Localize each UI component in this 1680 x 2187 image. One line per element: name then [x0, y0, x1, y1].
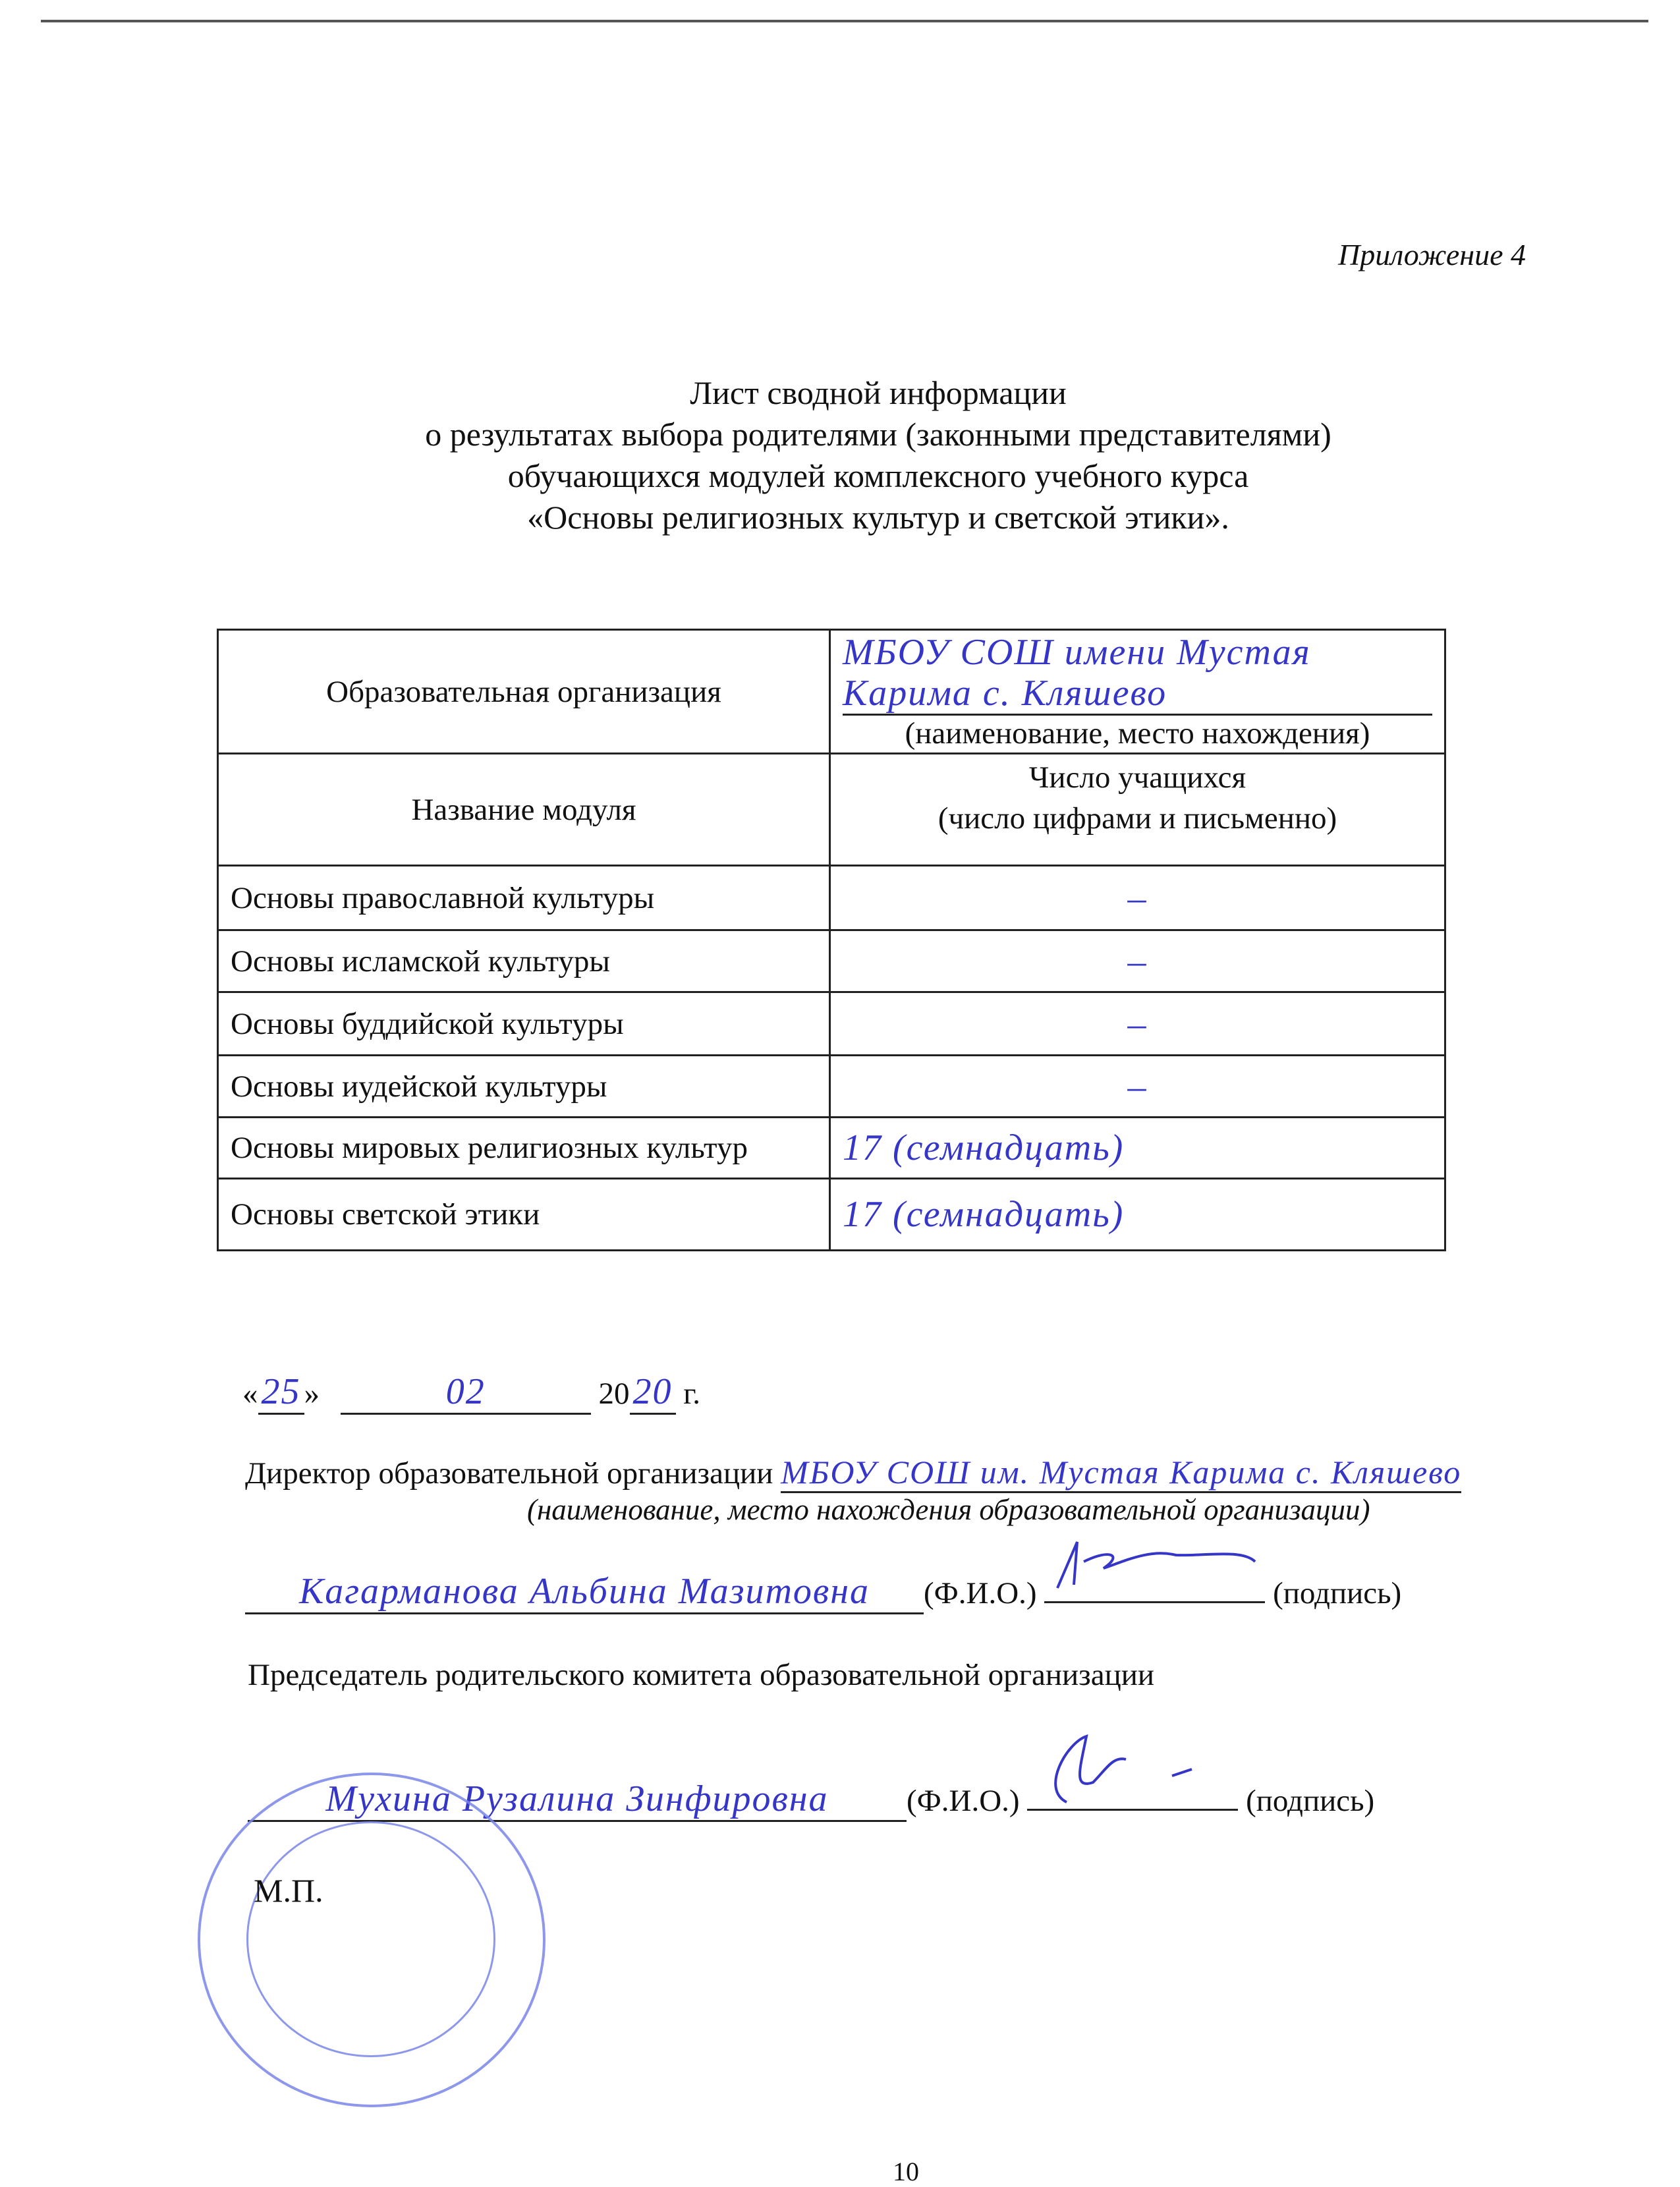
org-value-line: Карима с. Кляшево	[843, 673, 1432, 716]
year-unit: г.	[683, 1377, 700, 1411]
director-name: Кагарманова Альбина Мазитовна	[245, 1570, 924, 1614]
signature-label: (подпись)	[1273, 1576, 1402, 1610]
page-number: 10	[893, 2157, 919, 2186]
student-count: –	[830, 1056, 1445, 1118]
module-name: Основы исламской культуры	[218, 930, 830, 992]
director-signature	[1044, 1568, 1265, 1603]
table-row	[218, 1056, 1445, 1118]
student-count: –	[830, 930, 1445, 992]
org-cell	[830, 630, 1445, 754]
org-value-line: МБОУ СОШ имени Мустая	[843, 632, 1311, 673]
director-fio-line	[245, 1568, 1401, 1614]
org-label: Образовательная организация	[218, 630, 830, 754]
module-name: Основы мировых религиозных культур	[218, 1118, 830, 1179]
student-count: 17 (семнадцать)	[830, 1179, 1445, 1251]
director-line	[245, 1453, 1461, 1493]
column-header-count-line: (число цифрами и письменно)	[938, 801, 1337, 836]
title-line: обучающихся модулей комплексного учебного курса	[507, 457, 1249, 494]
table-row	[218, 992, 1445, 1056]
signature-icon	[1044, 1535, 1265, 1595]
student-count: 17 (семнадцать)	[830, 1118, 1445, 1179]
top-rule	[41, 20, 1648, 22]
student-count: –	[830, 992, 1445, 1056]
table-row-org	[218, 630, 1445, 754]
date-line	[242, 1371, 700, 1415]
table-header-row	[218, 754, 1445, 866]
student-count: –	[830, 866, 1445, 930]
modules-table	[217, 629, 1446, 1251]
module-name: Основы светской этики	[218, 1179, 830, 1251]
table-row	[218, 866, 1445, 930]
date-month: 02	[341, 1371, 591, 1415]
title-line: о результатах выбора родителями (законными представителями)	[425, 416, 1331, 453]
official-stamp	[198, 1773, 546, 2107]
module-name: Основы иудейской культуры	[218, 1056, 830, 1118]
fio-label: (Ф.И.О.)	[907, 1784, 1020, 1818]
quote-close: »	[304, 1377, 320, 1411]
column-header-count	[830, 754, 1445, 866]
chairman-signature	[1027, 1776, 1238, 1811]
stamp-place-label: М.П.	[254, 1872, 323, 1909]
column-header-module: Название модуля	[218, 754, 830, 866]
signature-icon	[1027, 1730, 1238, 1809]
fio-label: (Ф.И.О.)	[924, 1576, 1037, 1610]
column-header-count-line: Число учащихся	[1028, 760, 1246, 795]
module-name: Основы буддийской культуры	[218, 992, 830, 1056]
signature-label: (подпись)	[1246, 1784, 1375, 1818]
stamp-inner-ring	[246, 1821, 495, 2057]
document-title	[0, 372, 1680, 538]
year-prefix: 20	[598, 1377, 630, 1411]
table-row	[218, 930, 1445, 992]
chairman-label: Председатель родительского комитета образовательной организации	[248, 1658, 1155, 1692]
module-name: Основы православной культуры	[218, 866, 830, 930]
title-line: «Основы религиозных культур и светской этики».	[527, 499, 1229, 536]
director-label: Директор образовательной организации	[245, 1456, 773, 1491]
quote-open: «	[242, 1377, 258, 1411]
table-row	[218, 1118, 1445, 1179]
appendix-label: Приложение 4	[1337, 238, 1526, 271]
date-day: 25	[258, 1371, 304, 1415]
director-org-value: МБОУ СОШ им. Мустая Карима с. Кляшево	[781, 1453, 1461, 1493]
director-org-caption: (наименование, место нахождения образовательной организации)	[527, 1493, 1370, 1526]
date-year: 20	[630, 1371, 676, 1415]
chairman-name: Мухина Рузалина Зинфировна	[248, 1778, 907, 1822]
org-caption: (наименование, место нахождения)	[905, 716, 1370, 751]
title-line: Лист сводной информации	[690, 374, 1067, 411]
table-row	[218, 1179, 1445, 1251]
